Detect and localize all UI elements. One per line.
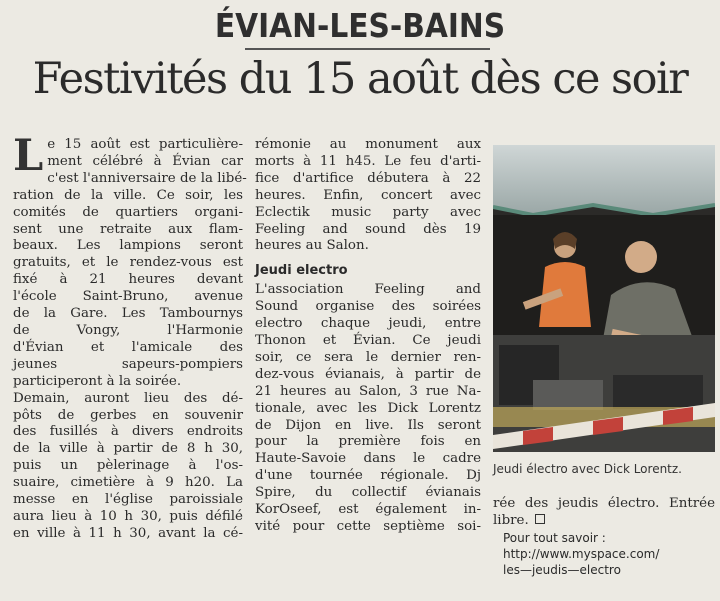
text-line: suaire, cimetière à 9 h20. La xyxy=(13,475,243,491)
text-line: ration de la ville. Ce soir, les xyxy=(13,187,243,203)
text-line: soir, ce sera le dernier ren- xyxy=(255,349,481,365)
column-2-lines-b xyxy=(255,282,481,536)
text-line: Thonon et Évian. Ce jeudi xyxy=(255,332,481,348)
text-line: d'Évian et l'amicale des xyxy=(13,339,243,355)
text-line: de Vongy, l'Harmonie xyxy=(13,322,243,338)
headline: Festivités du 15 août dès ce soir xyxy=(32,54,688,104)
text-line: 21 heures au Salon, 3 rue Na- xyxy=(255,383,481,399)
subheading-jeudi-electro: Jeudi electro xyxy=(255,263,348,279)
column-2-lines-a xyxy=(255,137,481,255)
text-line: gratuits, et le rendez-vous est xyxy=(13,255,243,271)
text-line: L'association Feeling and xyxy=(255,282,481,298)
text-line: rémonie au monument aux xyxy=(255,137,481,152)
article-column-3 xyxy=(493,496,715,578)
text-line: de la Gare. Les Tambournys xyxy=(13,306,243,322)
text-line: puis un pèlerinage à l'os- xyxy=(13,458,243,474)
text-line: Haute-Savoie dans le cadre xyxy=(255,451,481,467)
text-line: l'école Saint-Bruno, avenue xyxy=(13,289,243,305)
text-line: heures au Salon. xyxy=(255,238,369,254)
text-line: messe en l'église paroissiale xyxy=(13,492,243,508)
article-column-2 xyxy=(255,137,481,536)
concert-photo xyxy=(493,145,715,452)
text-line: Sound organise des soirées xyxy=(255,299,481,315)
text-line: des fusillés à divers endroits xyxy=(13,424,243,440)
text-line: KorOseef, est également in- xyxy=(255,502,481,518)
text-line: pôts de gerbes en souvenir xyxy=(13,407,243,423)
text-line: aura lieu à 10 h 30, puis défilé xyxy=(13,508,243,524)
text-line: de la ville à partir de 8 h 30, xyxy=(13,441,243,457)
text-line: fice d'artifice débutera à 22 xyxy=(255,170,481,186)
text-line: c'est l'anniversaire de la libé- xyxy=(47,170,247,186)
text-line: vité pour cette septième soi- xyxy=(255,518,481,534)
text-line: libre. xyxy=(493,513,715,530)
text-line: en ville à 11 h 30, avant la cé- xyxy=(13,525,243,541)
text-line: heures. Enfin, concert avec xyxy=(255,187,481,203)
text-line: Spire, du collectif évianais xyxy=(255,485,481,501)
text-line: tionale, avec les Dick Lorentz xyxy=(255,400,481,416)
text-line: fixé à 21 heures devant xyxy=(13,272,243,288)
text-line: sent une retraite aux flam- xyxy=(13,221,243,237)
end-of-article-box xyxy=(535,514,545,524)
text-line: comités de quartiers organi- xyxy=(13,204,243,220)
text-line: Demain, auront lieu des dé- xyxy=(13,390,243,406)
text-line: participeront à la soirée. xyxy=(13,373,182,389)
column-1-lines xyxy=(13,131,247,543)
column-3-lines xyxy=(493,496,715,530)
info-url-1: http://www.myspace.com/ xyxy=(503,546,660,561)
text-line: Eclectik music party avec xyxy=(255,204,481,220)
text-line: rée des jeudis électro. Entrée xyxy=(493,496,715,511)
info-url-2: les—jeudis—electro xyxy=(503,562,621,577)
text-line: ment célébré à Évian car xyxy=(47,153,243,169)
photo-illustration xyxy=(493,145,715,452)
text-line: de Dijon en live. Ils seront xyxy=(255,417,481,433)
section-kicker: ÉVIAN-LES-BAINS xyxy=(214,6,506,45)
text-line: d'une tournée régionale. Dj xyxy=(255,468,481,484)
article-column-1 xyxy=(13,131,247,543)
info-block xyxy=(503,530,715,578)
text-line: pour la première fois en xyxy=(255,434,481,450)
text-line: Feeling and sound dès 19 xyxy=(255,221,481,237)
text-line: dez-vous évianais, à partir de xyxy=(255,366,481,382)
text-line: electro chaque jeudi, entre xyxy=(255,316,481,332)
text-line: e 15 août est particulière- xyxy=(47,137,243,152)
info-label: Pour tout savoir : xyxy=(503,530,606,545)
drop-cap: L xyxy=(13,131,44,181)
text-line: beaux. Les lampions seront xyxy=(13,238,243,254)
photo-caption: Jeudi électro avec Dick Lorentz. xyxy=(493,462,682,476)
text-line: morts à 11 h45. Le feu d'arti- xyxy=(255,153,481,169)
text-line: jeunes sapeurs-pompiers xyxy=(13,356,243,372)
kicker-rule xyxy=(245,48,490,50)
